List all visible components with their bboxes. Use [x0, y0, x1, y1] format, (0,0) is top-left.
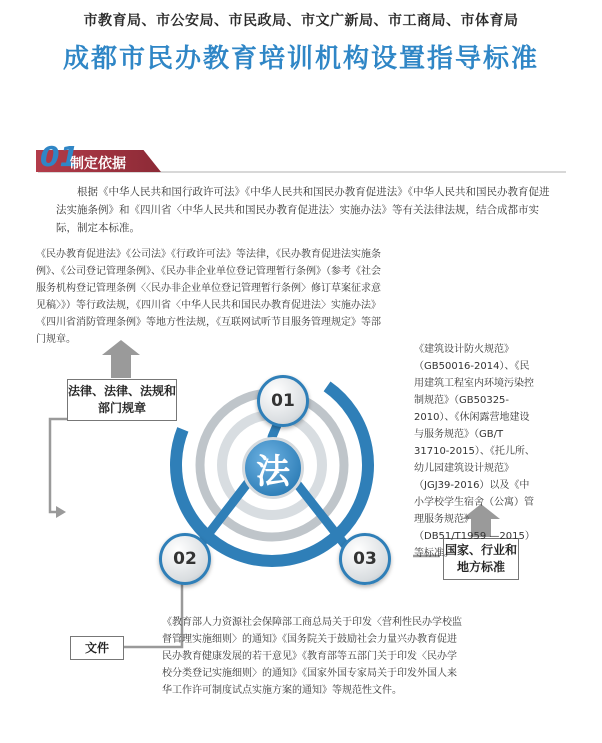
connector-left: [50, 419, 67, 512]
node-03: 03: [339, 533, 391, 585]
label-laws: 法律、法律、法规和部门规章: [67, 379, 177, 421]
issuing-departments: 市教育局、市公安局、市民政局、市文广新局、市工商局、市体育局: [83, 13, 519, 29]
connector-left-head: [56, 506, 66, 518]
label-documents: 文件: [70, 636, 124, 660]
section-number: 01: [40, 140, 79, 173]
documents-text: 《教育部人力资源社会保障部工商总局关于印发〈营利性民办学校监督管理实施细则〉的通知》《国务院关于鼓励社会力量兴办教育促进民办教育健康发展的若干意见》《教育部等五部门关于印发〈民办学校分类登记实施细则〉的通知》《国家外国专家局关于印发外国人来华工作许可制度试点实施方案的通知》等规范性文件。: [162, 617, 462, 696]
node-02: 02: [159, 533, 211, 585]
law-center-badge: 法: [242, 437, 304, 499]
laws-text: 《民办教育促进法》《公司法》《行政许可法》等法律，《民办教育促进法实施条例》、《公司登记管理条例》、《民办非企业单位登记管理暂行条例》（参考《社会服务机构登记管理条例〈〈民办非企业单位登记管理暂行条例〉修订草案征求意见稿〉》）等行政法规，《四川省〈中华人民共和国民办教育促进法〉实施办法》《四川省消防管理条例》等地方性法规，《互联网试听节目服务管理规定》等部门规章。: [36, 249, 381, 345]
standards-text: 《建筑设计防火规范》（GB50016-2014）、《民用建筑工程室内环境污染控制规范》（GB50325-2010）、《休闲露营地建设与服务规范》（GB/T 31710-2015）、《托儿所、幼儿园建筑设计规范》（JGJ39-2016）以及《中小学校学生宿舍（公寓）管理服务规范》（DB51/T1959 —2015）等标准。: [414, 344, 535, 559]
intro-paragraph: 根据《中华人民共和国行政许可法》《中华人民共和国民办教育促进法》《中华人民共和国民办教育促进法实施条例》和《四川省〈中华人民共和国民办教育促进法〉实施办法》等有关法律法规，结合成都市实际，制定本标准。: [56, 186, 550, 234]
section-title: 制定依据: [70, 156, 126, 172]
label-standards: 国家、行业和地方标准: [443, 538, 519, 580]
node-01: 01: [257, 375, 309, 427]
page-title: 成都市民办教育培训机构设置指导标准: [62, 44, 539, 74]
